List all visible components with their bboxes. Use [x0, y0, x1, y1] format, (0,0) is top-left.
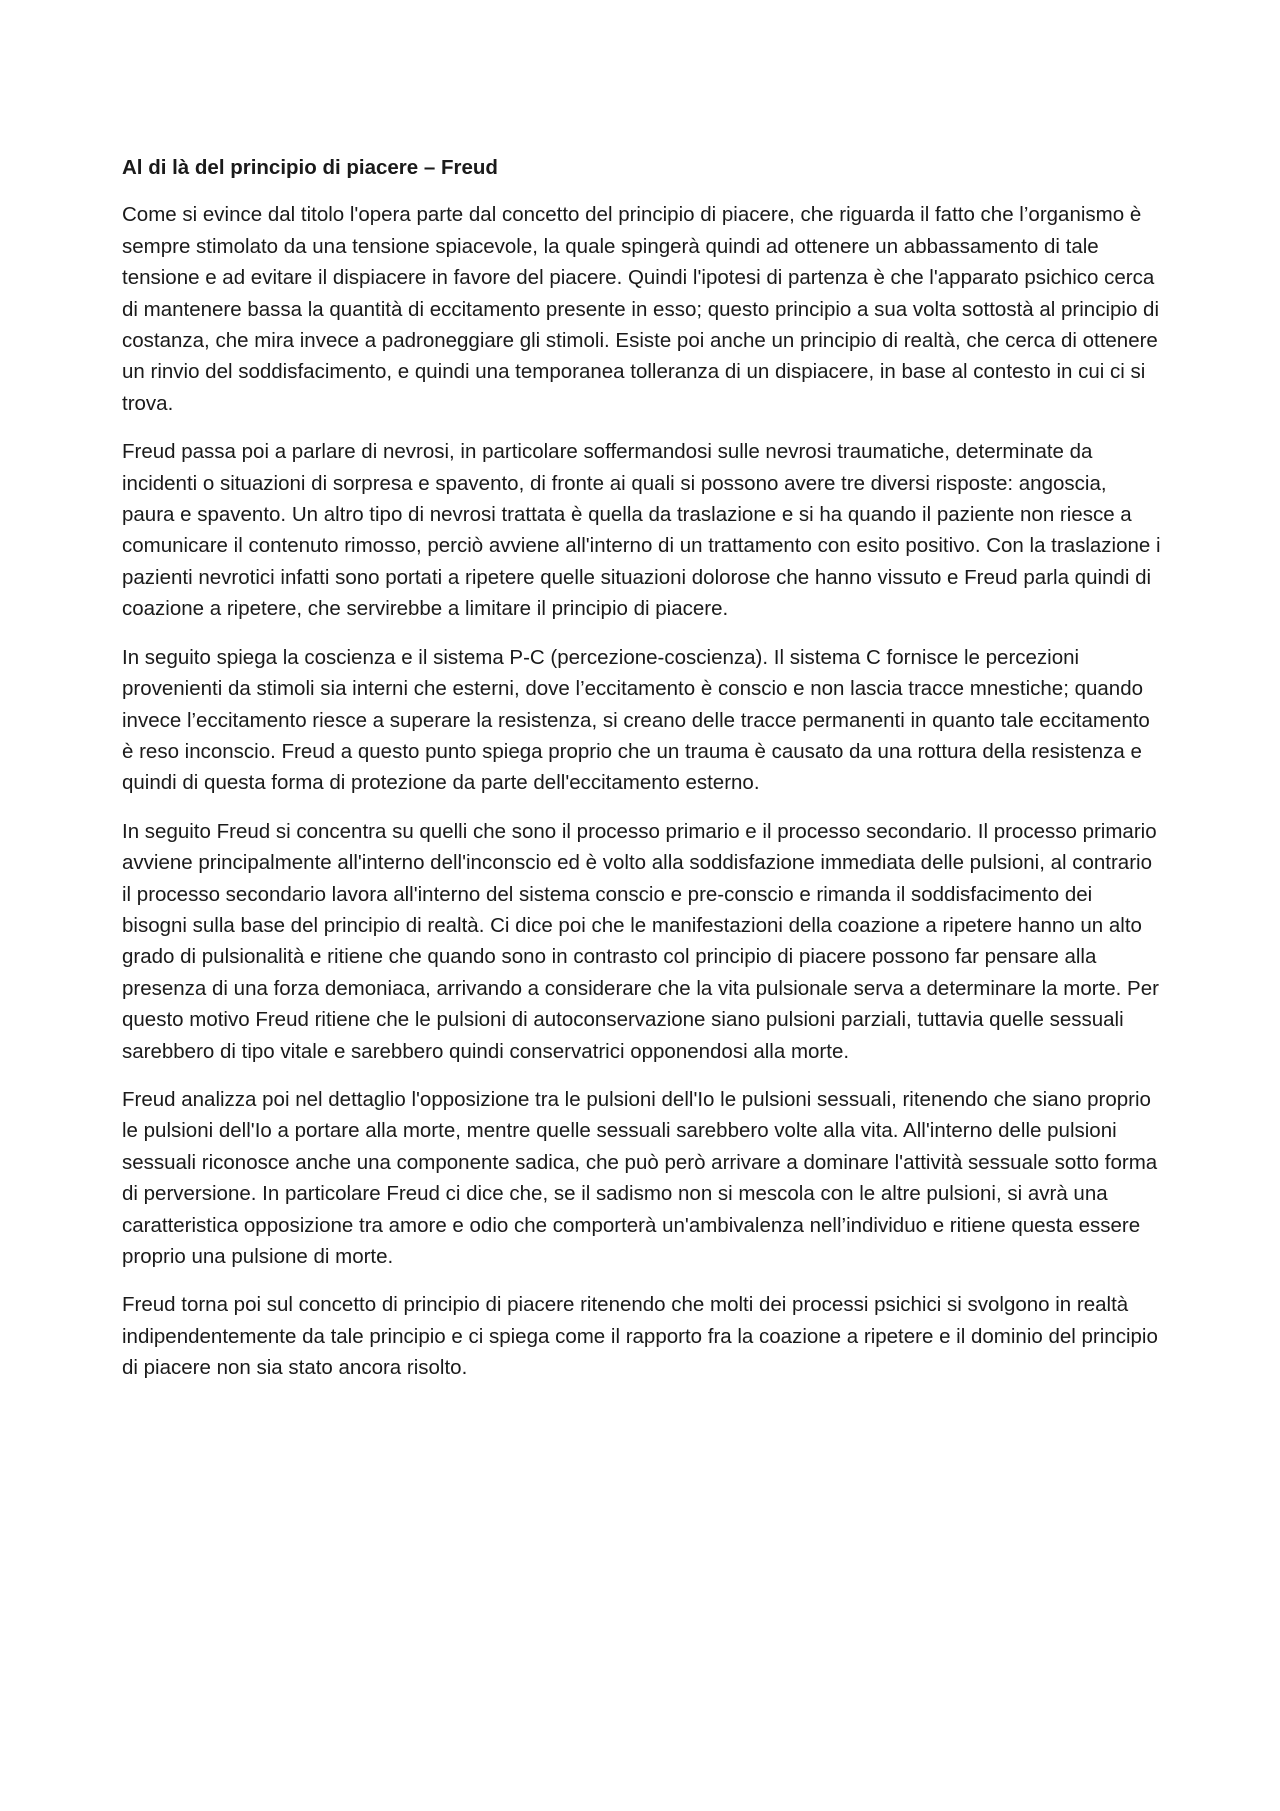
paragraph-2: Freud passa poi a parlare di nevrosi, in particolare soffermandosi sulle nevrosi traumatiche, determinate da incidenti o situazioni di sorpresa e spavento, di fronte ai quali si possono avere tre diversi risposte: angoscia, paura e spavento. Un altro tipo di nevrosi trattata è quella da traslazione e si ha quando il paziente non riesce a comunicare il contenuto rimosso, perciò avviene all'interno di un trattamento con esito positivo. Con la traslazione i pazienti nevrotici infatti sono portati a ripetere quelle situazioni dolorose che hanno vissuto e Freud parla quindi di coazione a ripetere, che servirebbe a limitare il principio di piacere. — [122, 440, 1161, 621]
paragraph-5: Freud analizza poi nel dettaglio l'opposizione tra le pulsioni dell'Io le pulsioni sessuali, ritenendo che siano proprio le pulsioni dell'Io a portare alla morte, mentre quelle sessuali sarebbero volte alla vita. All'interno delle pulsioni sessuali riconosce anche una componente sadica, che può però arrivare a dominare l'attività sessuale sotto forma di perversione. In particolare Freud ci dice che, se il sadismo non si mescola con le altre pulsioni, si avrà una caratteristica opposizione tra amore e odio che comporterà un'ambivalenza nell’individuo e ritiene questa essere proprio una pulsione di morte. — [122, 1087, 1158, 1268]
paragraph-4: In seguito Freud si concentra su quelli che sono il processo primario e il processo secondario. Il processo primario avviene principalmente all'interno dell'inconscio ed è volto alla soddisfazione immediata delle pulsioni, al contrario il processo secondario lavora all'interno del sistema conscio e pre-conscio e rimanda il soddisfacimento dei bisogni sulla base del principio di realtà. Ci dice poi che le manifestazioni della coazione a ripetere hanno un alto grado di pulsionalità e ritiene che quando sono in contrasto col principio di piacere possono far pensare alla presenza di una forza demoniaca, arrivando a considerare che la vita pulsionale serva a determinare la morte. Per questo motivo Freud ritiene che le pulsioni di autoconservazione siano pulsioni parziali, tuttavia quelle sessuali sarebbero di tipo vitale e sarebbero quindi conservatrici opponendosi alla morte. — [122, 819, 1159, 1063]
paragraph-6: Freud torna poi sul concetto di principio di piacere ritenendo che molti dei processi psichici si svolgono in realtà indipendentemente da tale principio e ci spiega come il rapporto fra la coazione a ripetere e il dominio del principio di piacere non sia stato ancora risolto. — [122, 1293, 1158, 1380]
document-title: Al di là del principio di piacere – Freud — [122, 156, 498, 179]
paragraph-3: In seguito spiega la coscienza e il sistema P-C (percezione-coscienza). Il sistema C fornisce le percezioni provenienti da stimoli sia interni che esterni, dove l’eccitamento è conscio e non lascia tracce mnestiche; quando invece l’eccitamento riesce a superare la resistenza, si creano delle tracce permanenti in quanto tale eccitamento è reso inconscio. Freud a questo punto spiega proprio che un trauma è causato da una rottura della resistenza e quindi di questa forma di protezione da parte dell'eccitamento esterno. — [122, 645, 1150, 795]
paragraph-1: Come si evince dal titolo l'opera parte dal concetto del principio di piacere, che riguarda il fatto che l’organismo è sempre stimolato da una tensione spiacevole, la quale spingerà quindi ad ottenere un abbassamento di tale tensione e ad evitare il dispiacere in favore del piacere. Quindi l'ipotesi di partenza è che l'apparato psichico cerca di mantenere bassa la quantità di eccitamento presente in esso; questo principio a sua volta sottostà al principio di costanza, che mira invece a padroneggiare gli stimoli. Esiste poi anche un principio di realtà, che cerca di ottenere un rinvio del soddisfacimento, e quindi una temporanea tolleranza di un dispiacere, in base al contesto in cui ci si trova. — [122, 203, 1160, 415]
document-body — [122, 152, 1162, 1401]
